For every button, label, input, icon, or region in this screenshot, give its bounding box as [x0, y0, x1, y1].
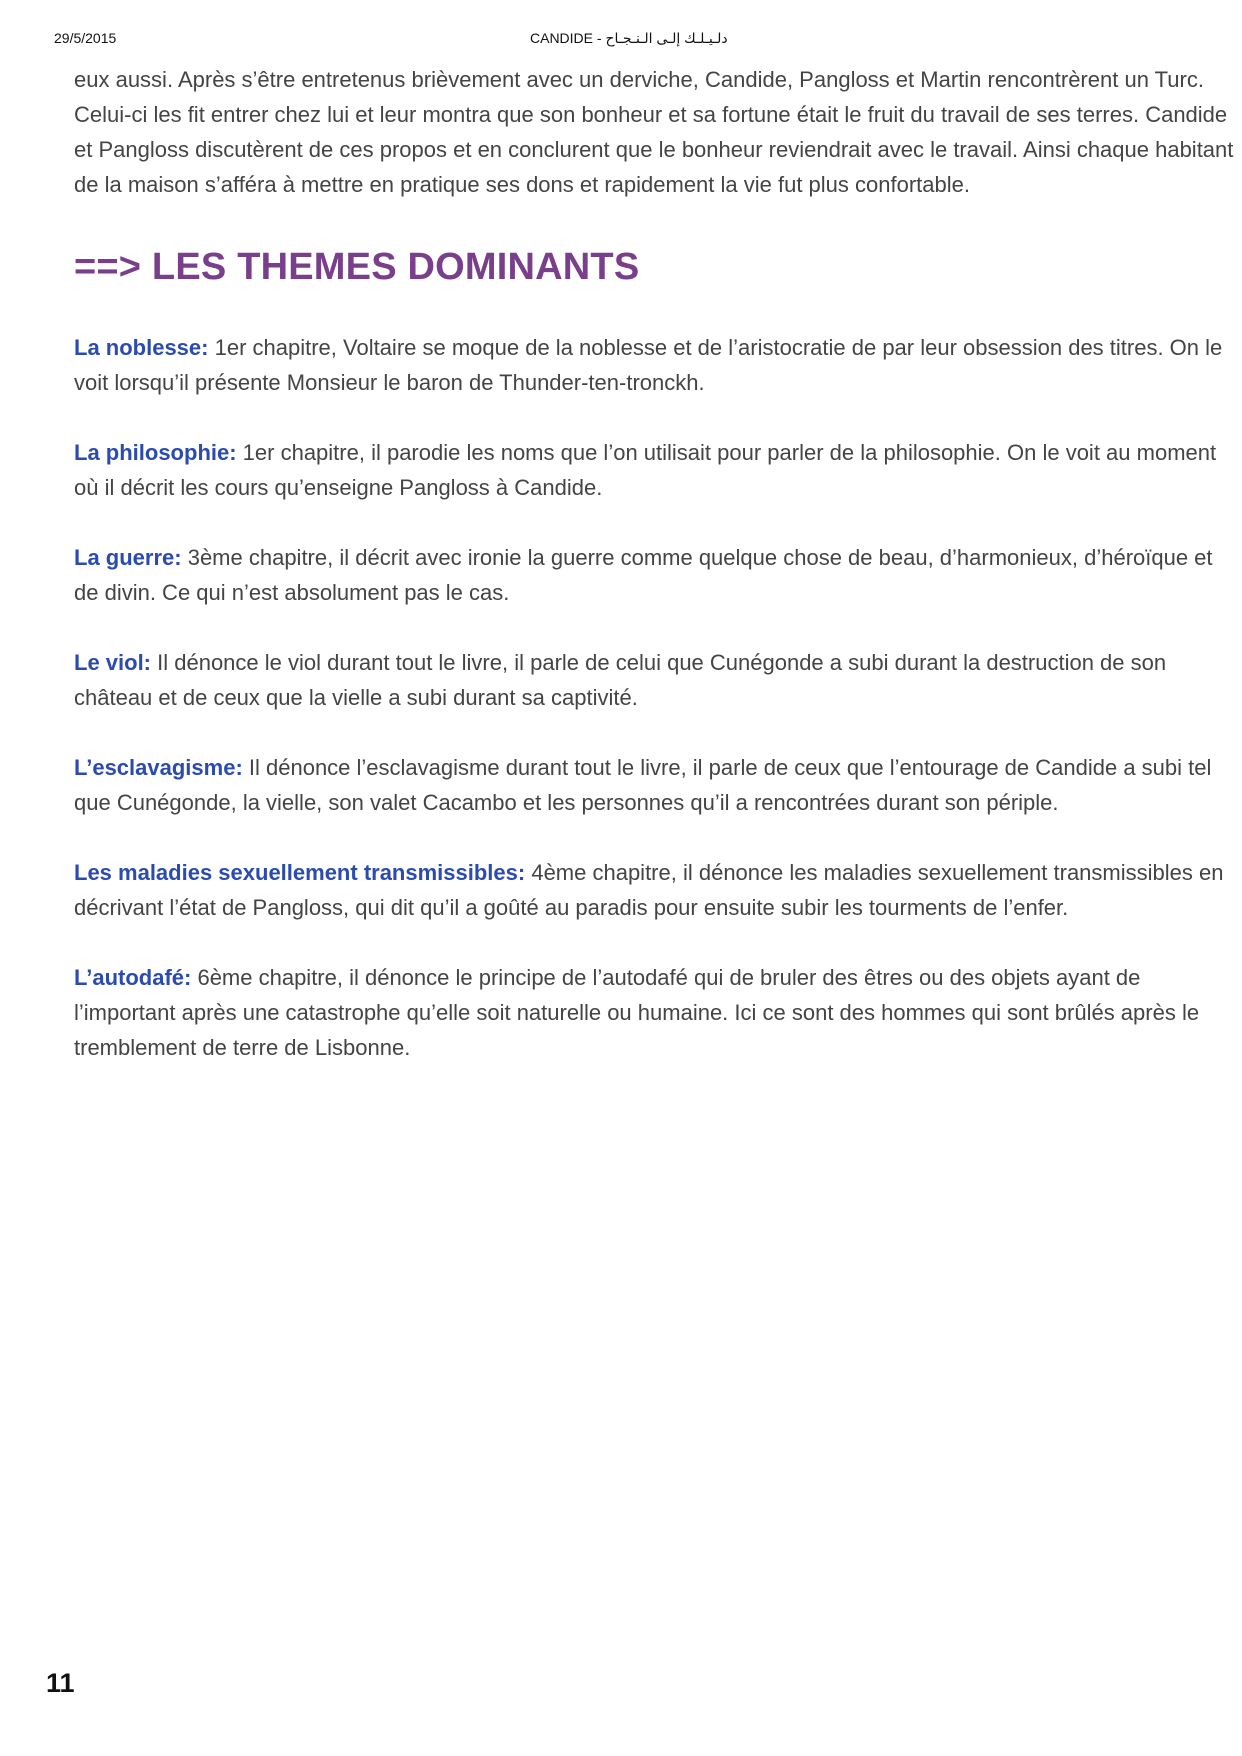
theme-label: L’autodafé: — [74, 965, 192, 990]
theme-text: Il dénonce le viol durant tout le livre, il parle de celui que Cunégonde a subi durant la destruction de son château et de ceux que la vielle a subi durant sa captivité. — [74, 650, 1167, 710]
print-date: 29/5/2015 — [54, 30, 117, 46]
theme-label: La noblesse: — [74, 335, 209, 360]
print-header — [0, 30, 1242, 50]
theme-text: 6ème chapitre, il dénonce le principe de l’autodafé qui de bruler des êtres ou des objets ayant de l’important après une catastrophe qu’elle soit naturelle ou humaine. Ici ce sont des hommes qui sont brûlés après le tremblement de terre de Lisbonne. — [74, 965, 1200, 1060]
theme-label: L’esclavagisme: — [74, 755, 243, 780]
print-title: CANDIDE - دلـيـلـك إلـى الـنـجـاح — [530, 30, 728, 46]
theme-label: Les maladies sexuellement transmissibles: — [74, 860, 526, 885]
document-body — [74, 62, 1234, 1100]
theme-text: 3ème chapitre, il décrit avec ironie la guerre comme quelque chose de beau, d’harmonieux, d’héroïque et de divin. Ce qui n’est absolument pas le cas. — [74, 545, 1213, 605]
theme-text: 1er chapitre, il parodie les noms que l’on utilisait pour parler de la philosophie. On le voit au moment où il décrit les cours qu’enseigne Pangloss à Candide. — [74, 440, 1217, 500]
theme-text: 1er chapitre, Voltaire se moque de la noblesse et de l’aristocratie de par leur obsession des titres. On le voit lorsqu’il présente Monsieur le baron de Thunder-ten-tronckh. — [74, 335, 1223, 395]
theme-paragraph-autodafe — [74, 960, 1234, 1065]
theme-paragraph-guerre — [74, 540, 1234, 610]
page-number: 11 — [46, 1668, 75, 1698]
theme-paragraph-esclavagisme — [74, 750, 1234, 820]
theme-label: La guerre: — [74, 545, 182, 570]
intro-paragraph: eux aussi. Après s’être entretenus brièvement avec un derviche, Candide, Pangloss et Martin rencontrèrent un Turc. Celui-ci les fit entrer chez lui et leur montra que son bonheur et sa fortune était le fruit du travail de ses terres. Candide et Pangloss discutèrent de ces propos et en conclurent que le bonheur reviendrait avec le travail. Ainsi chaque habitant de la maison s’afféra à mettre en pratique ses dons et rapidement la vie fut plus confortable. — [74, 67, 1234, 197]
theme-paragraph-noblesse — [74, 330, 1234, 400]
theme-paragraph-viol — [74, 645, 1234, 715]
theme-label: La philosophie: — [74, 440, 237, 465]
theme-paragraph-philosophie — [74, 435, 1234, 505]
section-heading: ==> LES THEMES DOMINANTS — [74, 246, 640, 288]
theme-text: Il dénonce l’esclavagisme durant tout le livre, il parle de ceux que l’entourage de Candide a subi tel que Cunégonde, la vielle, son valet Cacambo et les personnes qu’il a rencontrées durant son périple. — [74, 755, 1212, 815]
theme-paragraph-mst — [74, 855, 1234, 925]
theme-label: Le viol: — [74, 650, 152, 675]
theme-text: 4ème chapitre, il dénonce les maladies sexuellement transmissibles en décrivant l’état de Pangloss, qui dit qu’il a goûté au paradis pour ensuite subir les tourments de l’enfer. — [74, 860, 1224, 920]
